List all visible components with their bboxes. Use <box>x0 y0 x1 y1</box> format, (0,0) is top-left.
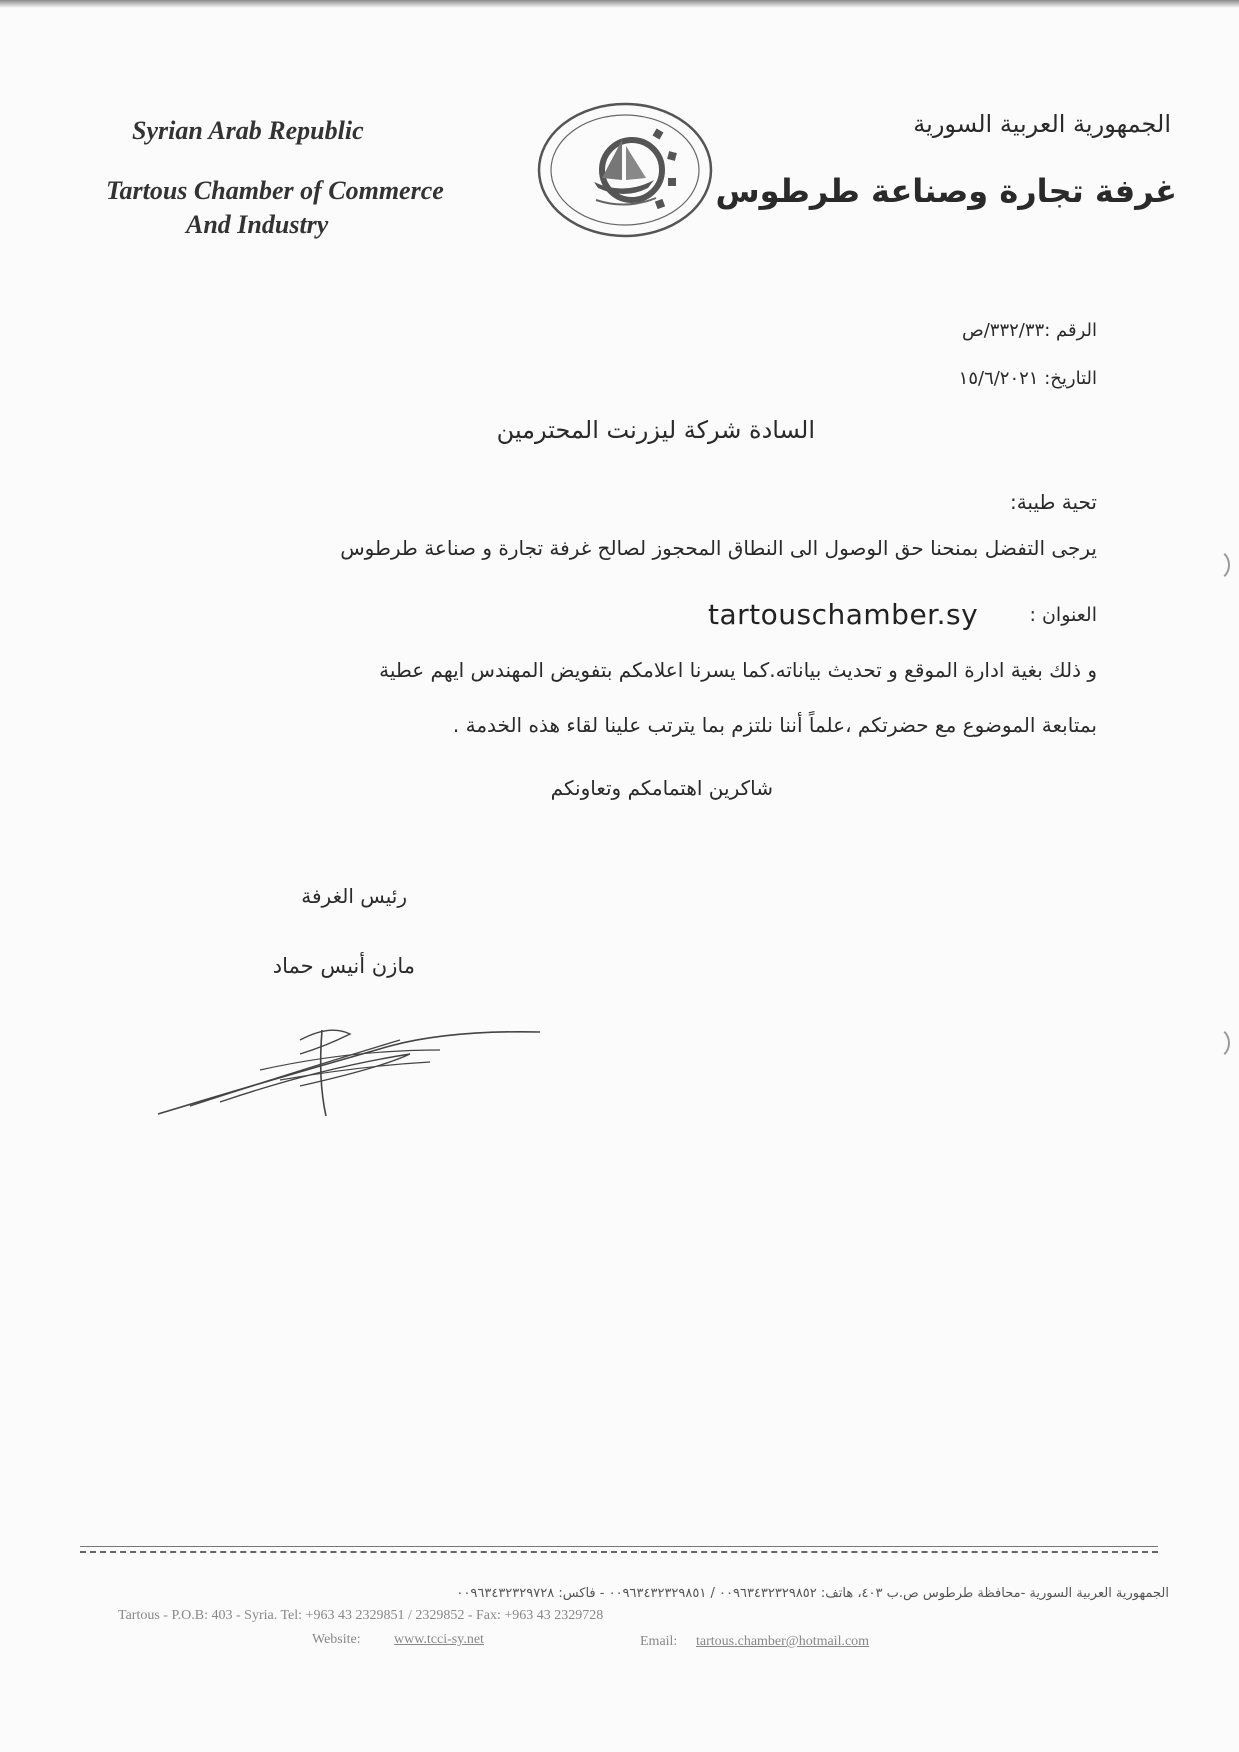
closing-line: شاكرين اهتمامكم وتعاونكم <box>550 776 773 800</box>
header-chamber-en-line1: Tartous Chamber of Commerce <box>106 176 444 205</box>
footer-address-en: Tartous - P.O.B: 403 - Syria. Tel: +963 43 2329851 / 2329852 - Fax: +963 43 2329728 <box>118 1608 604 1623</box>
handwritten-signature-icon <box>150 1010 550 1130</box>
footer-website-link[interactable]: www.tcci-sy.net <box>394 1632 484 1647</box>
scan-top-shadow <box>0 0 1239 8</box>
body-paragraph-2: و ذلك بغية ادارة الموقع و تحديث بياناته.كما يسرنا اعلامكم بتفويض المهندس ايهم عطية <box>379 658 1097 682</box>
header-chamber-ar: غرفة تجارة وصناعة طرطوس <box>715 172 1177 210</box>
scan-edge-mark <box>1196 1026 1230 1060</box>
header-country-en: Syrian Arab Republic <box>132 116 364 145</box>
reference-number: الرقم :٣٣٢/٣٣/ص <box>961 320 1097 341</box>
footer-email-label: Email: <box>640 1634 678 1649</box>
greeting: تحية طيبة: <box>1009 490 1097 514</box>
body-paragraph-3: بمتابعة الموضوع مع حضرتكم ،علماً أننا نلتزم بما يترتب علينا لقاء هذه الخدمة . <box>452 713 1097 737</box>
addressee: السادة شركة ليزرنت المحترمين <box>496 416 815 444</box>
domain-name: tartouschamber.sy <box>708 598 979 631</box>
footer-email-link[interactable]: tartous.chamber@hotmail.com <box>696 1634 870 1649</box>
reference-date: التاريخ: ١٥/٦/٢٠٢١ <box>958 368 1097 389</box>
header-chamber-en-line2: And Industry <box>186 210 329 239</box>
body-paragraph-1: يرجى التفضل بمنحنا حق الوصول الى النطاق المحجوز لصالح غرفة تجارة و صناعة طرطوس <box>340 536 1097 560</box>
footer-website-label: Website: <box>312 1632 361 1647</box>
signatory-title: رئيس الغرفة <box>301 884 407 908</box>
footer-divider <box>80 1546 1158 1553</box>
signatory-name: مازن أنيس حماد <box>272 954 415 978</box>
scan-edge-mark <box>1196 548 1230 582</box>
address-label: العنوان : <box>1029 604 1097 626</box>
header-country-ar: الجمهورية العربية السورية <box>913 110 1171 138</box>
chamber-logo-icon <box>536 100 714 240</box>
footer-address-ar: الجمهورية العربية السورية -محافظة طرطوس ص.ب ٤٠٣، هاتف: ٠٠٩٦٣٤٣٢٣٢٩٨٥٢ / ٠٠٩٦٣٤٣٢٣٢٩٨٥١ - فاكس: ٠٠٩٦٣٤٣٢٣٢٩٧٢٨ <box>456 1586 1169 1601</box>
